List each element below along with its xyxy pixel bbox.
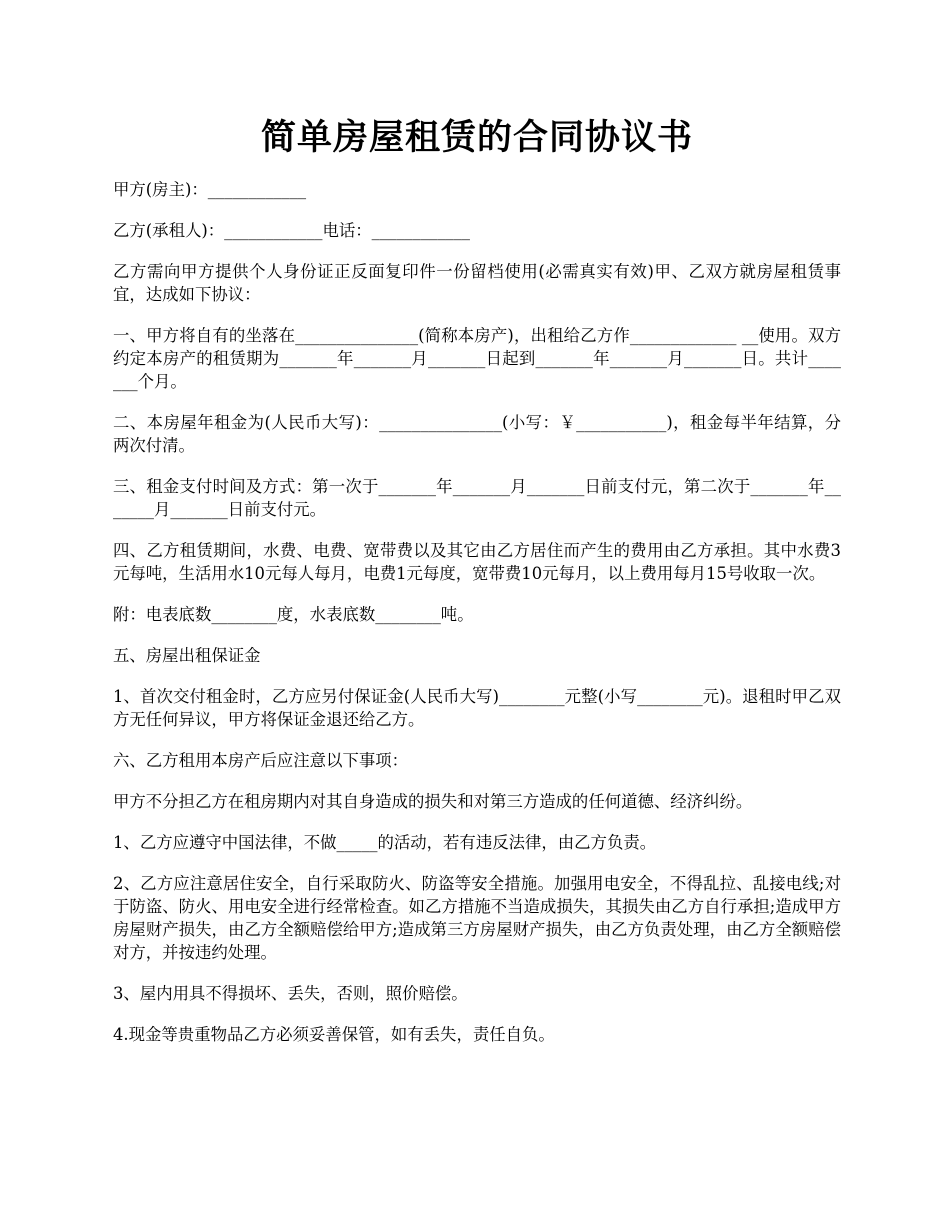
rule-2-paragraph: 2、乙方应注意居住安全，自行采取防火、防盗等安全措施。加强用电安全，不得乱拉、乱接电线;对于防盗、防火、用电安全进行经常检查。如乙方措施不当造成损失，其损失由乙方自行承担;造成甲方房屋财产损失，由乙方全额赔偿给甲方;造成第三方房屋财产损失，由乙方负责处理，由乙方全额赔偿对方，并按违约处理。 bbox=[113, 874, 841, 962]
document-body bbox=[113, 178, 841, 1046]
party-b-line: 乙方(承租人)：____________电话：____________ bbox=[113, 221, 470, 240]
rule-1-paragraph: 1、乙方应遵守中国法律，不做_____的活动，若有违反法律，由乙方负责。 bbox=[113, 833, 657, 852]
liability-paragraph: 甲方不分担乙方在租房期内对其自身造成的损失和对第三方造成的任何道德、经济纠纷。 bbox=[113, 792, 753, 811]
clause-6-heading: 六、乙方租用本房产后应注意以下事项： bbox=[113, 751, 409, 770]
party-a-line: 甲方(房主)：____________ bbox=[113, 180, 307, 199]
rule-3-paragraph: 3、屋内用具不得损坏、丢失，否则，照价赔偿。 bbox=[113, 984, 468, 1003]
clause-5-heading: 五、房屋出租保证金 bbox=[113, 646, 261, 665]
clause-3-paragraph: 三、租金支付时间及方式：第一次于_______年_______月_______日前支付元，第二次于_______年_______月_______日前支付元。 bbox=[113, 477, 841, 519]
clause-2-paragraph: 二、本房屋年租金为(人民币大写)：_______________(小写：￥___________)，租金每半年结算，分两次付清。 bbox=[113, 413, 841, 455]
meter-reading-paragraph: 附：电表底数________度，水表底数________吨。 bbox=[113, 605, 474, 624]
clause-4-paragraph: 四、乙方租赁期间，水费、电费、宽带费以及其它由乙方居住而产生的费用由乙方承担。其中水费3元每吨，生活用水10元每人每月，电费1元每度，宽带费10元每月，以上费用每月15号收取一次。 bbox=[113, 541, 841, 583]
document-page bbox=[113, 0, 841, 1064]
document-title: 简单房屋租赁的合同协议书 bbox=[260, 117, 693, 158]
clause-1-paragraph: 一、甲方将自有的坐落在_______________(简称本房产)，出租给乙方作_____________ __使用。双方约定本房产的租赁期为_______年_______月_______日起到_______年_______月_______日。共计_______个月。 bbox=[113, 326, 841, 391]
rule-4-paragraph: 4.现金等贵重物品乙方必须妥善保管，如有丢失，责任自负。 bbox=[113, 1025, 555, 1044]
deposit-paragraph: 1、首次交付租金时，乙方应另付保证金(人民币大写)________元整(小写________元)。退租时甲乙双方无任何异议，甲方将保证金退还给乙方。 bbox=[113, 687, 841, 729]
intro-paragraph: 乙方需向甲方提供个人身份证正反面复印件一份留档使用(必需真实有效)甲、乙双方就房屋租赁事宜，达成如下协议： bbox=[113, 262, 841, 304]
